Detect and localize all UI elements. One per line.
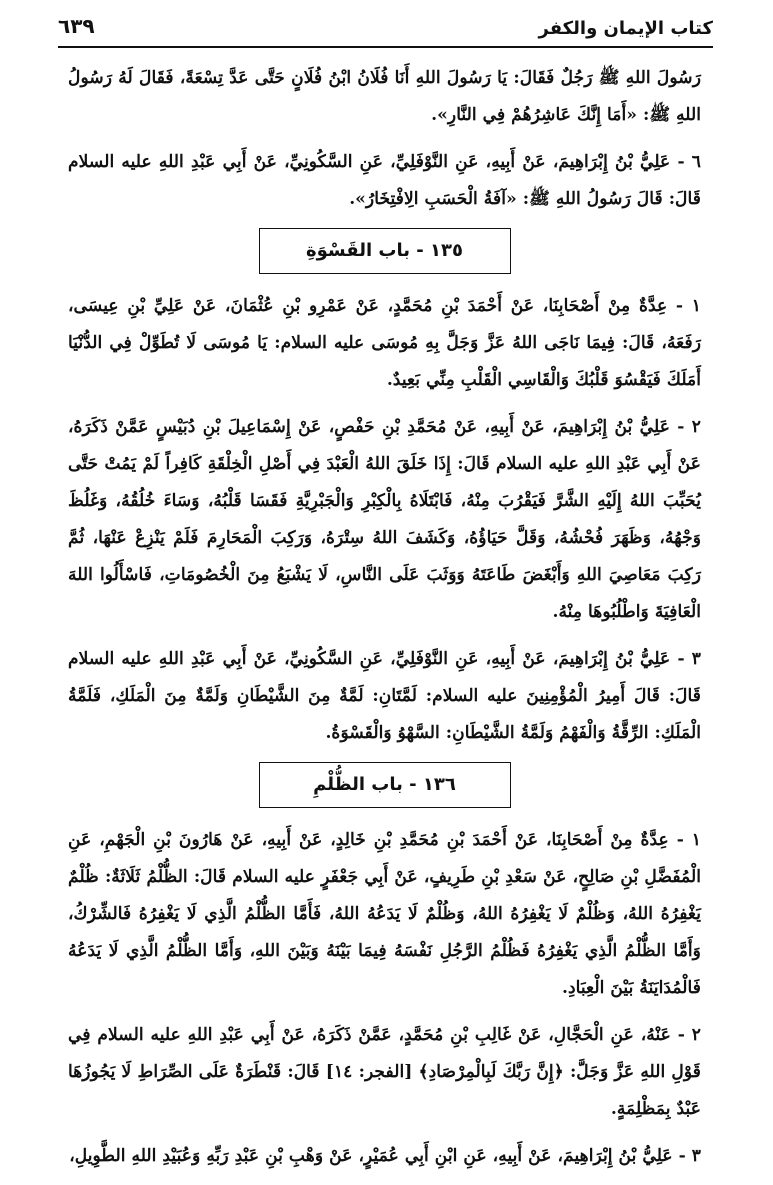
running-header (58, 14, 713, 44)
page-number: ٦٣٩ (58, 14, 95, 38)
hadith-paragraph: ٣ - عَلِيُّ بْنُ إِبْرَاهِيمَ، عَنْ أَبِيهِ، عَنِ ابْنِ أَبِي عُمَيْرٍ، عَنْ وَهْبِ بْنِ عَبْدِ رَبِّهِ وَعُبَيْدِ اللهِ الطَّوِيلِ، (69, 1146, 701, 1166)
hadith-paragraph: ٣ - عَلِيُّ بْنُ إِبْرَاهِيمَ، عَنْ أَبِيهِ، عَنِ النَّوْفَلِيِّ، عَنِ السَّكُونِيِّ، عَنْ أَبِي عَبْدِ اللهِ عليه السلام قَالَ: قَالَ أَمِيرُ الْمُؤْمِنِينَ عليه السلام: لَمَّتَانِ: لَمَّةٌ مِنَ الشَّيْطَانِ وَلَمَّةٌ مِنَ الْمَلَكِ، فَلَمَّةُ الْمَلَكِ: الرِّقَّةُ وَالْفَهْمُ وَلَمَّةُ الشَّيْطَانِ: السَّهْوُ وَالْقَسْوَةُ. (68, 649, 701, 743)
hadith-paragraph: ١ - عِدَّةٌ مِنْ أَصْحَابِنَا، عَنْ أَحْمَدَ بْنِ مُحَمَّدِ بْنِ خَالِدٍ، عَنْ أَبِيهِ، عَنْ هَارُونَ بْنِ الْجَهْمِ، عَنِ الْمُفَضَّلِ بْنِ صَالِحٍ، عَنْ سَعْدِ بْنِ طَرِيفٍ، عَنْ أَبِي جَعْفَرٍ عليه السلام قَالَ: الظُّلْمُ ثَلَاثَةٌ: ظُلْمٌ يَغْفِرُهُ اللهُ، وَظُلْمٌ لَا يَغْفِرُهُ اللهُ، وَظُلْمٌ لَا يَدَعُهُ اللهُ، فَأَمَّا الظُّلْمُ الَّذِي لَا يَغْفِرُهُ فَالشِّرْكُ، وَأَمَّا الظُّلْمُ الَّذِي يَغْفِرُهُ فَظُلْمُ الرَّجُلِ نَفْسَهُ فِيمَا بَيْنَهُ وَبَيْنَ اللهِ، وَأَمَّا الظُّلْمُ الَّذِي لَا يَدَعُهُ فَالْمُدَايَنَةُ بَيْنَ الْعِبَادِ. (68, 830, 701, 998)
hadith-paragraph: ٢ - عَنْهُ، عَنِ الْحَجَّالِ، عَنْ غَالِبِ بْنِ مُحَمَّدٍ، عَمَّنْ ذَكَرَهُ، عَنْ أَبِي عَبْدِ اللهِ عليه السلام فِي قَوْلِ اللهِ عَزَّ وَجَلَّ: ﴿إِنَّ رَبَّكَ لَبِالْمِرْصَادِ﴾ [الفجر: ١٤] قَالَ: قَنْطَرَةٌ عَلَى الصِّرَاطِ لَا يَجُوزُهَا عَبْدٌ بِمَظْلِمَةٍ. (68, 1025, 701, 1119)
chapter-heading-136: ١٣٦ - باب الظُّلْمِ (259, 762, 511, 808)
chapter-heading-135: ١٣٥ - باب القَسْوَةِ (259, 228, 511, 274)
hadith-paragraph: ١ - عِدَّةٌ مِنْ أَصْحَابِنَا، عَنْ أَحْمَدَ بْنِ مُحَمَّدٍ، عَنْ عَمْرِو بْنِ عُثْمَانَ، عَنْ عَلِيِّ بْنِ عِيسَى، رَفَعَهُ، قَالَ: فِيمَا نَاجَى اللهُ عَزَّ وَجَلَّ بِهِ مُوسَى عليه السلام: يَا مُوسَى لَا تُطَوِّلْ فِي الدُّنْيَا أَمَلَكَ فَيَقْسُوَ قَلْبُكَ وَالْقَاسِي الْقَلْبِ مِنِّي بَعِيدٌ. (68, 296, 701, 390)
hadith-paragraph: رَسُولَ اللهِ ﷺ رَجُلٌ فَقَالَ: يَا رَسُولَ اللهِ أَنَا فُلَانُ ابْنُ فُلَانٍ حَتَّى عَدَّ تِسْعَةً، فَقَالَ لَهُ رَسُولُ اللهِ ﷺ: «أَمَا إِنَّكَ عَاشِرُهُمْ فِي النَّارِ». (68, 68, 701, 125)
header-divider (58, 46, 713, 48)
hadith-paragraph: ٦ - عَلِيُّ بْنُ إِبْرَاهِيمَ، عَنْ أَبِيهِ، عَنِ النَّوْفَلِيِّ، عَنِ السَّكُونِيِّ، عَنْ أَبِي عَبْدِ اللهِ عليه السلام قَالَ: قَالَ رَسُولُ اللهِ ﷺ: «آفَةُ الْحَسَبِ الِافْتِخَارُ». (68, 152, 701, 209)
page-body (68, 60, 701, 1185)
book-title: كتاب الإيمان والكفر (538, 18, 713, 39)
hadith-paragraph: ٢ - عَلِيُّ بْنُ إِبْرَاهِيمَ، عَنْ أَبِيهِ، عَنْ مُحَمَّدِ بْنِ حَفْصٍ، عَنْ إِسْمَاعِيلَ بْنِ دُبَيْسٍ عَمَّنْ ذَكَرَهُ، عَنْ أَبِي عَبْدِ اللهِ عليه السلام قَالَ: إِذَا خَلَقَ اللهُ الْعَبْدَ فِي أَصْلِ الْخِلْقَةِ كَافِراً لَمْ يَمُتْ حَتَّى يُحَبِّبَ اللهُ إِلَيْهِ الشَّرَّ فَيَقْرُبَ مِنْهُ، فَابْتَلَاهُ بِالْكِبْرِ وَالْجَبْرِيَّةِ فَقَسَا قَلْبُهُ، وَسَاءَ خُلُقُهُ، وَغَلُظَ وَجْهُهُ، وَظَهَرَ فُحْشُهُ، وَقَلَّ حَيَاؤُهُ، وَكَشَفَ اللهُ سِتْرَهُ، وَرَكِبَ الْمَحَارِمَ فَلَمْ يَنْزِعْ عَنْهَا، ثُمَّ رَكِبَ مَعَاصِيَ اللهِ وَأَبْغَضَ طَاعَتَهُ وَوَثَبَ عَلَى النَّاسِ، لَا يَشْبَعُ مِنَ الْخُصُومَاتِ، فَاسْأَلُوا اللهَ الْعَافِيَةَ وَاطْلُبُوهَا مِنْهُ. (68, 417, 701, 622)
